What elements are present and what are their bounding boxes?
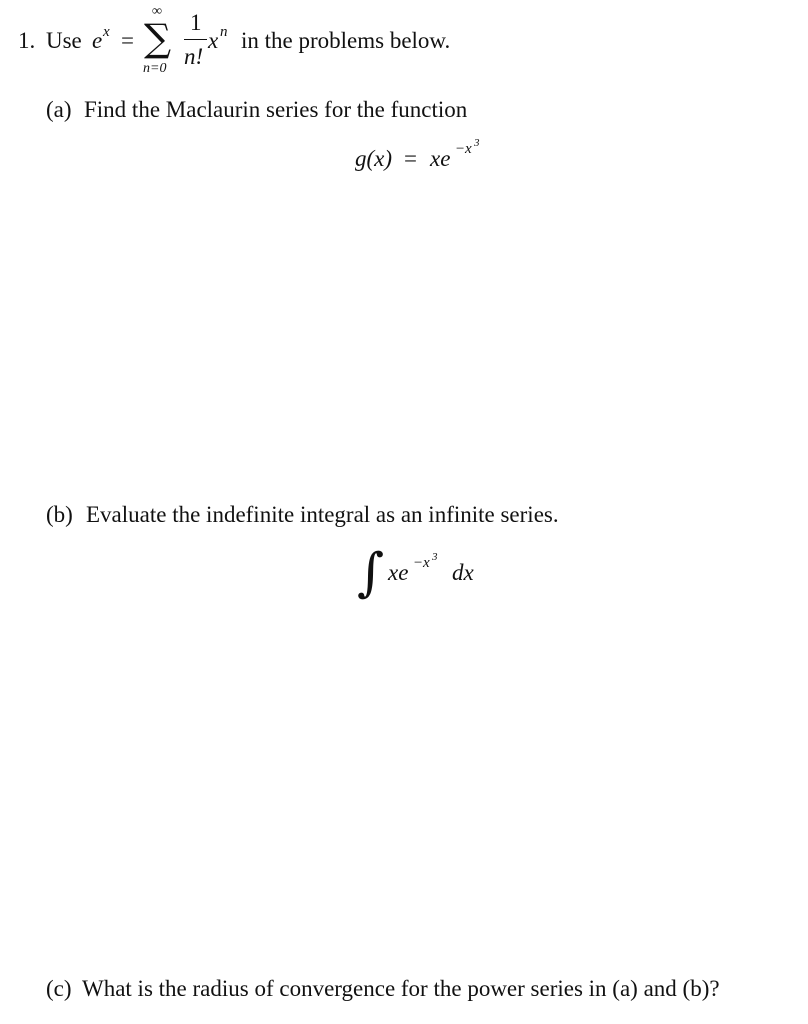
part-b-text: Evaluate the indefinite integral as an infinite series.	[86, 502, 559, 527]
fraction-bar	[184, 39, 207, 40]
part-b-differential: dx	[452, 560, 474, 585]
part-b-label: (b)	[46, 502, 73, 527]
part-a-equals: =	[404, 146, 417, 171]
part-a-function-name: g(x)	[355, 146, 393, 171]
fraction-numerator: 1	[190, 10, 202, 35]
use-word: Use	[46, 28, 82, 53]
part-a-exp-var: x	[465, 141, 472, 157]
term-base: x	[208, 28, 219, 53]
problem-number: 1.	[18, 28, 36, 53]
term-exponent: n	[220, 24, 228, 40]
part-a-text: Find the Maclaurin series for the function	[84, 97, 468, 122]
part-c-label: (c)	[46, 976, 72, 1001]
exp-base: e	[92, 28, 103, 53]
part-b-exp-pow: 3	[432, 551, 438, 563]
summation-sign: ∑	[144, 16, 172, 60]
sum-lower-limit: n=0	[143, 61, 167, 76]
exp-power: x	[103, 24, 110, 40]
part-a-rhs-base: xe	[430, 146, 451, 171]
part-b-exp-var: x	[423, 555, 430, 571]
sum-upper-limit: ∞	[152, 4, 162, 19]
fraction-denominator: n!	[184, 44, 204, 69]
part-b-exp-sign: −	[413, 555, 424, 571]
part-a-exp-sign: −	[455, 141, 466, 157]
equals-sign: =	[121, 28, 134, 53]
integral-sign: ∫	[357, 543, 385, 603]
part-a-label: (a)	[46, 97, 72, 122]
problem-tail-text: in the problems below.	[241, 28, 451, 53]
part-a-exp-pow: 3	[474, 137, 480, 149]
part-b-integrand-base: xe	[388, 560, 409, 585]
part-c-text: What is the radius of convergence for the power series in (a) and (b)?	[82, 976, 720, 1001]
